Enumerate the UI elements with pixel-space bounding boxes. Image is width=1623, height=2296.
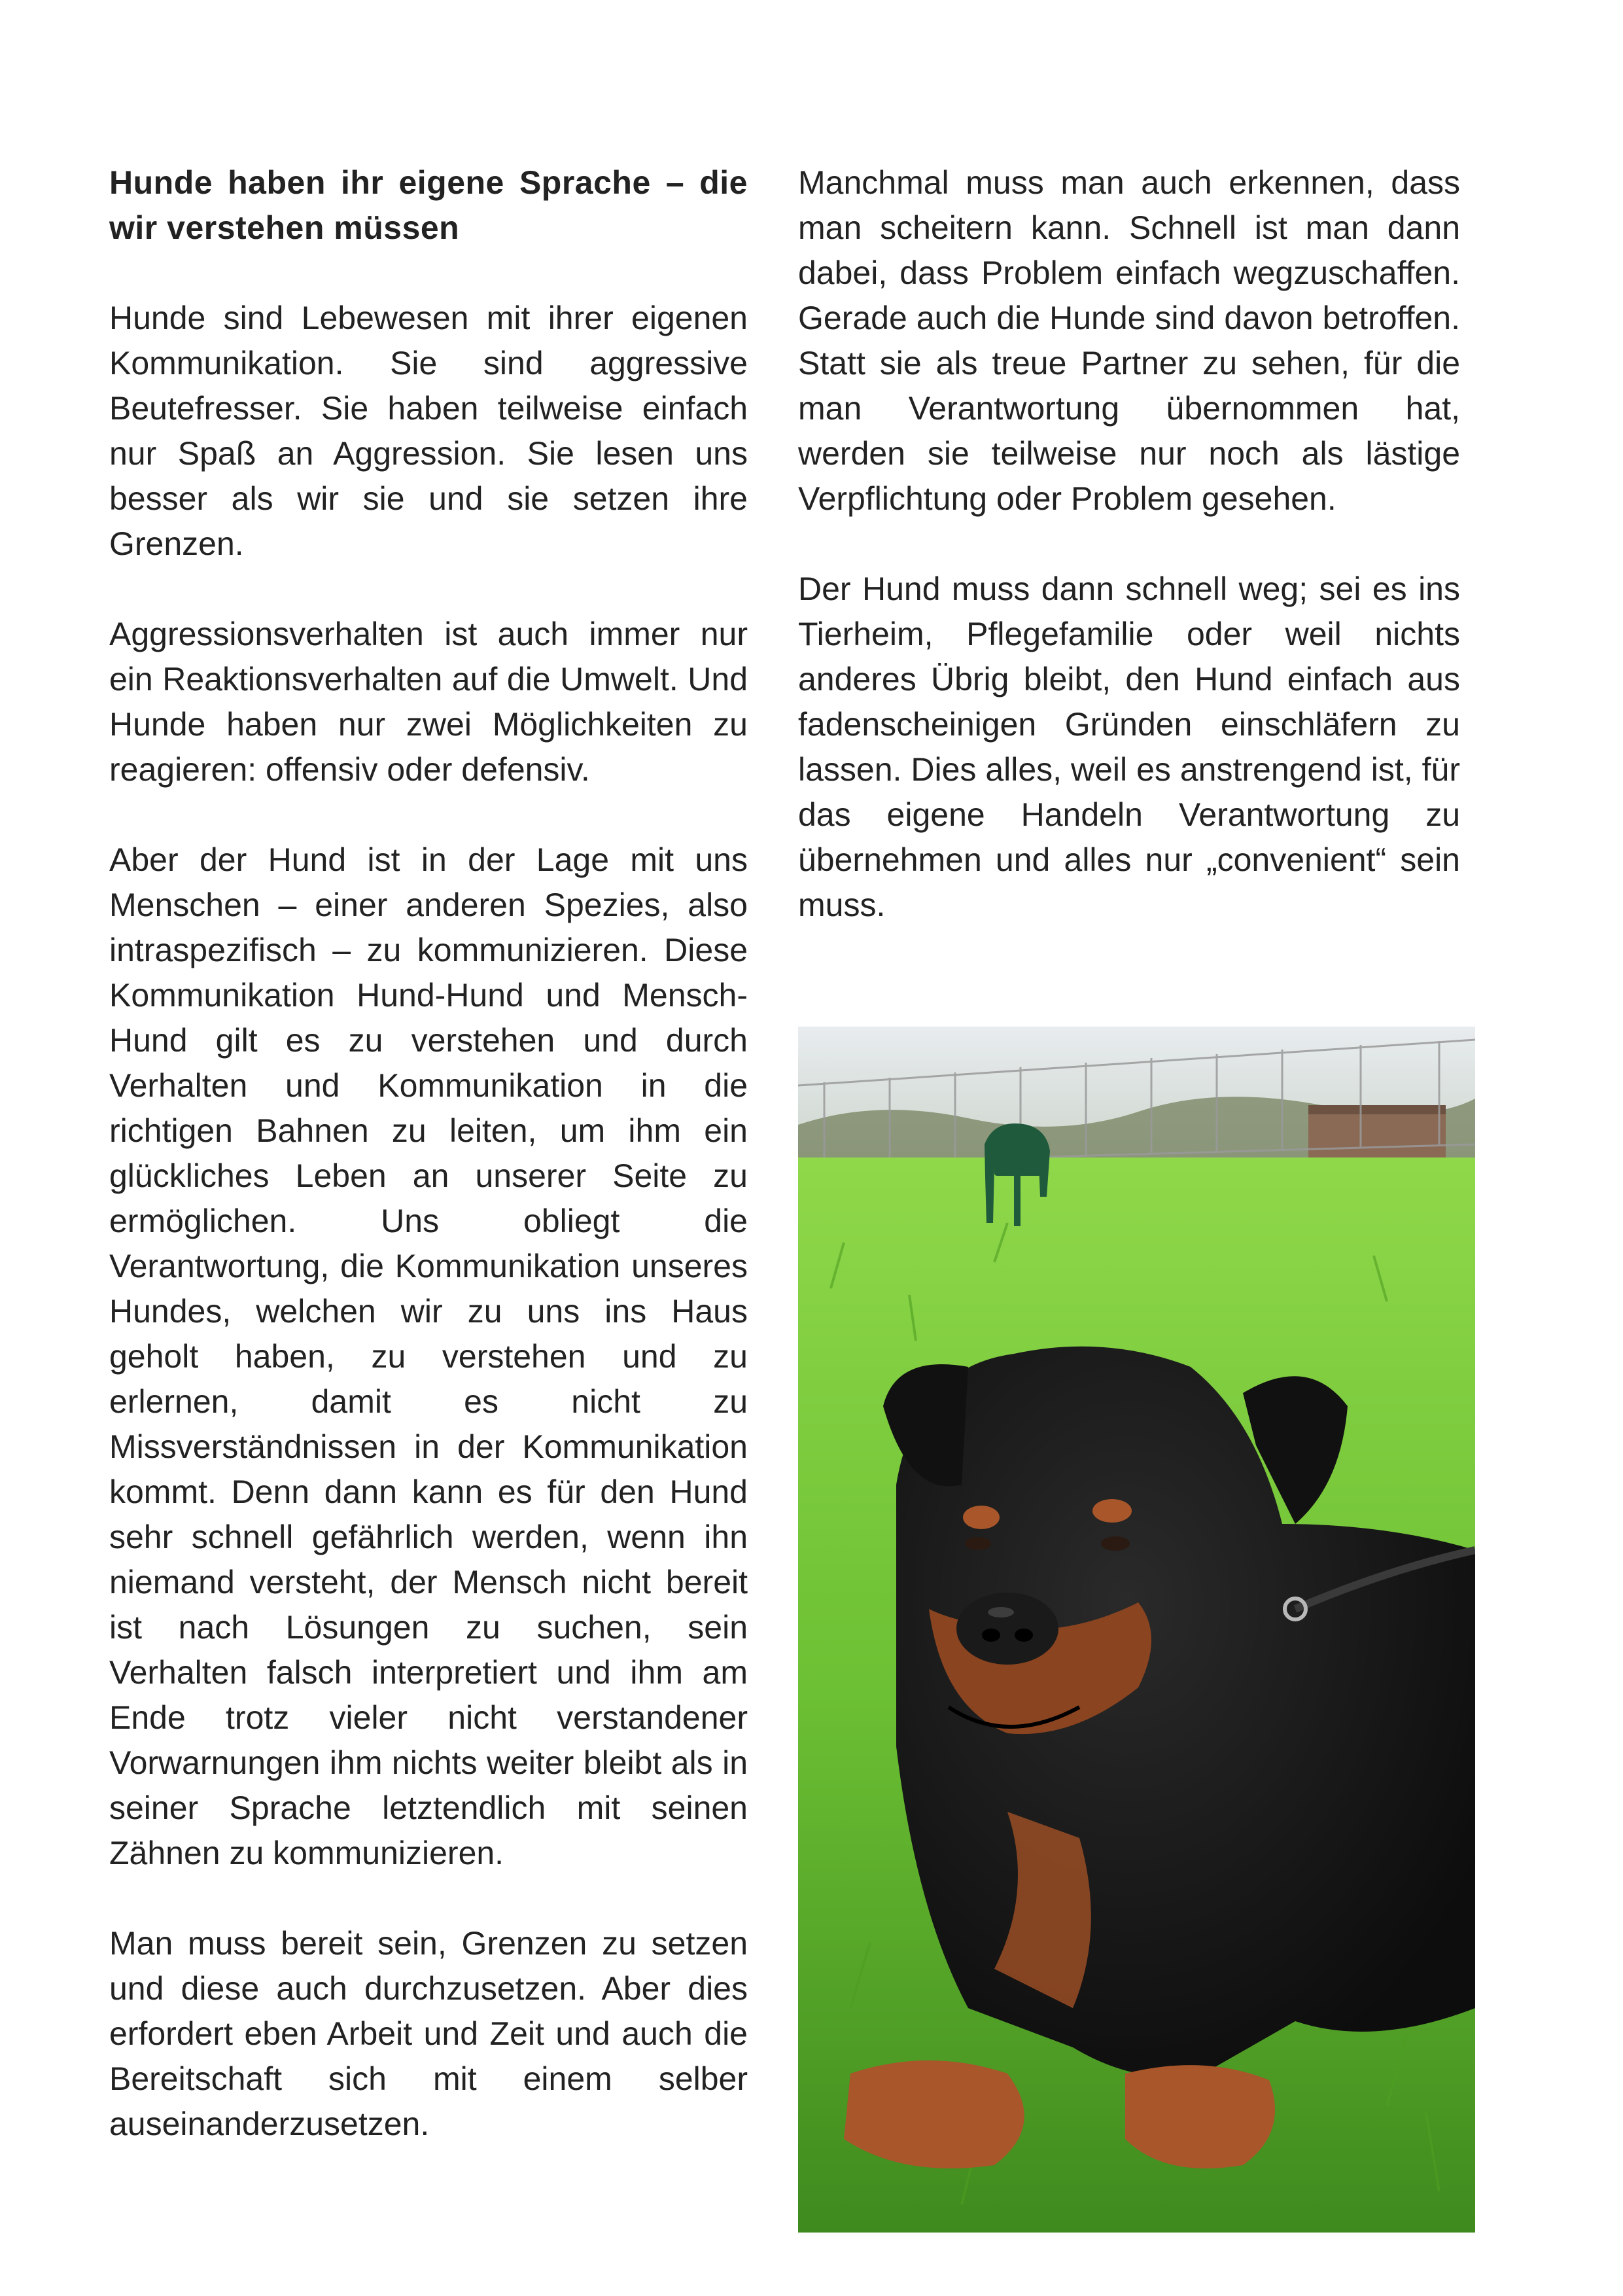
shed-roof [1308, 1105, 1446, 1114]
dog-paw-right [1125, 2065, 1275, 2168]
dog-nostril-right [1015, 1629, 1033, 1642]
paragraph: Aggressionsverhalten ist auch immer nur ein Reaktionsverhalten auf die Umwelt. Und Hunde haben nur zwei Möglichkeiten zu reagieren: offensiv oder defensiv. [109, 616, 748, 788]
dog-nose [956, 1593, 1058, 1665]
paragraph: Man muss bereit sein, Grenzen zu setzen und diese auch durchzusetzen. Aber dies erfordert eben Arbeit und Zeit und auch die Bereitschaft sich mit einem selber auseinanderzusetzen. [109, 1925, 748, 2142]
nose-highlight [988, 1607, 1014, 1617]
dog-photo [798, 1027, 1475, 2233]
rottweiler-photo-icon [798, 1027, 1475, 2233]
dog-nostril-left [982, 1629, 1000, 1642]
dog-paw-left [844, 2060, 1024, 2168]
paragraph: Aber der Hund ist in der Lage mit uns Menschen – einer anderen Spezies, also intraspezifisch – zu kommunizieren. Diese Kommunikation Hund-Hund und Mensch-Hund gilt es zu verstehen und durch Verhalten und Kommunikation in die richtigen Bahnen zu leiten, um ihm ein glückliches Leben an unserer Seite zu ermöglichen. Uns obliegt die Verantwortung, die Kommunikation unseres Hundes, welchen wir zu uns ins Haus geholt haben, zu verstehen und zu erlernen, damit es nicht zu Missverständnissen in der Kommunikation kommt. Denn dann kann es für den Hund sehr schnell gefährlich werden, wenn ihn niemand versteht, der Mensch nicht bereit ist nach Lösungen zu suchen, sein Verhalten falsch interpretiert und ihm am Ende trotz vieler nicht verstandener Vorwarnungen ihm nichts weiter bleibt als in seiner Sprache letztendlich mit seinen Zähnen zu kommunizieren. [109, 841, 748, 1871]
dog-brow-left [963, 1506, 1000, 1529]
paragraph: Der Hund muss dann schnell weg; sei es ins Tierheim, Pflegefamilie oder weil nichts anderes Übrig bleibt, den Hund einfach aus fadenscheinigen Gründen einschläfern zu lassen. Dies alles, weil es anstrengend ist, für das eigene Handeln Verantwortung zu übernehmen und alles nur „convenient“ sein muss. [798, 571, 1460, 923]
paragraph: Hunde sind Lebewesen mit ihrer eigenen Kommunikation. Sie sind aggressive Beutefresser. Sie haben teilweise einfach nur Spaß an Aggression. Sie lesen uns besser als wir sie und sie setzen ihre Grenzen. [109, 300, 748, 562]
dog-eye-right [1101, 1536, 1130, 1551]
article-title: Hunde haben ihr eigene Sprache – die wir verstehen müssen [109, 164, 748, 246]
right-column [798, 160, 1460, 973]
dog-brow-right [1092, 1499, 1132, 1523]
dog-eye-left [965, 1537, 991, 1550]
paragraph: Manchmal muss man auch erkennen, dass man scheitern kann. Schnell ist man dann dabei, dass Problem einfach wegzuschaffen. Gerade auch die Hunde sind davon betroffen. Statt sie als treue Partner zu sehen, für die man Verantwortung übernommen hat, werden sie teilweise nur noch als lästige Verpflichtung oder Problem gesehen. [798, 164, 1460, 517]
left-column [109, 160, 748, 2192]
